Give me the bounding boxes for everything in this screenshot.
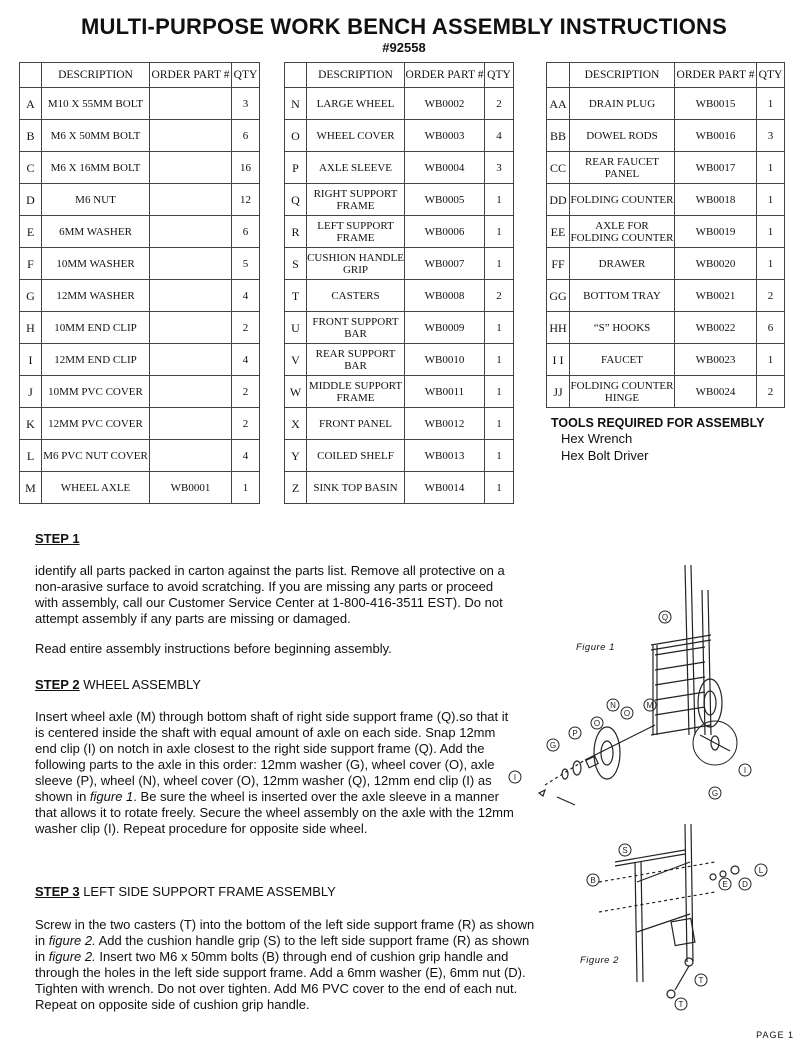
part-letter: FF	[547, 248, 570, 280]
page-number: PAGE 1	[756, 1030, 794, 1040]
part-letter: GG	[547, 280, 570, 312]
part-letter: E	[20, 216, 42, 248]
part-order-number: WB0014	[405, 472, 485, 504]
figure1-label: Figure 1	[576, 642, 615, 653]
callout-l	[755, 864, 767, 876]
col-qty: QTY	[232, 63, 260, 88]
col-description: DESCRIPTION	[42, 63, 150, 88]
table-row	[285, 376, 514, 408]
part-letter: A	[20, 88, 42, 120]
part-letter: J	[20, 376, 42, 408]
figure1-wheel-assembly	[505, 555, 785, 815]
parts-table-right	[546, 62, 785, 408]
callout-p	[569, 727, 581, 739]
callout-d	[739, 878, 751, 890]
part-description: 12MM END CLIP	[42, 344, 150, 376]
part-letter: AA	[547, 88, 570, 120]
step1-paragraph: identify all parts packed in carton against the parts list. Remove all protective on a non-arasive surface to avoid scratching. If you are missing any parts or proceed with assembly, call our Customer Service Center at 1-800-416-3511 EST). Do not attempt assembly if any parts are missing or damaged.	[35, 563, 505, 626]
callout-t	[695, 974, 707, 986]
part-qty: 1	[485, 184, 514, 216]
callout-q	[659, 611, 671, 623]
table-row	[547, 312, 785, 344]
part-description: REAR SUPPORT BAR	[307, 344, 405, 376]
model-number: #92558	[382, 40, 426, 55]
callout-o	[591, 717, 603, 729]
part-qty: 4	[232, 344, 260, 376]
callout-g-text: G	[549, 741, 557, 750]
step3-figref: figure 2.	[48, 949, 96, 964]
part-qty: 16	[232, 152, 260, 184]
part-letter: JJ	[547, 376, 570, 408]
callout-t	[675, 998, 687, 1010]
part-order-number	[150, 152, 232, 184]
part-description: AXLE FOR FOLDING COUNTER	[570, 216, 675, 248]
table-row	[20, 248, 260, 280]
part-qty: 2	[232, 312, 260, 344]
part-letter: HH	[547, 312, 570, 344]
callout-n	[607, 699, 619, 711]
part-order-number: WB0016	[675, 120, 757, 152]
col-qty: QTY	[757, 63, 785, 88]
step2-title	[35, 677, 535, 693]
part-letter: I I	[547, 344, 570, 376]
col-order-part: ORDER PART #	[405, 63, 485, 88]
callout-e	[719, 878, 731, 890]
part-qty: 6	[232, 120, 260, 152]
callout-q-text: Q	[661, 613, 669, 622]
part-qty: 1	[485, 216, 514, 248]
part-order-number: WB0023	[675, 344, 757, 376]
part-order-number: WB0007	[405, 248, 485, 280]
part-letter: K	[20, 408, 42, 440]
table-row	[547, 248, 785, 280]
part-order-number: WB0020	[675, 248, 757, 280]
col-order-part: ORDER PART #	[150, 63, 232, 88]
table-row	[285, 184, 514, 216]
table-row	[285, 408, 514, 440]
part-order-number: WB0001	[150, 472, 232, 504]
page-title: MULTI-PURPOSE WORK BENCH ASSEMBLY INSTRUCTIONS	[80, 14, 727, 39]
callout-s-text: S	[622, 846, 628, 855]
part-order-number: WB0006	[405, 216, 485, 248]
part-letter: F	[20, 248, 42, 280]
callout-o-text: O	[593, 719, 601, 728]
callout-g	[709, 787, 721, 799]
step3-subtitle: LEFT SIDE SUPPORT FRAME ASSEMBLY	[83, 884, 336, 899]
callout-m	[644, 699, 656, 711]
part-qty: 1	[485, 440, 514, 472]
callout-s	[619, 844, 631, 856]
part-qty: 2	[757, 376, 785, 408]
part-letter: P	[285, 152, 307, 184]
part-order-number	[150, 120, 232, 152]
part-letter: BB	[547, 120, 570, 152]
callout-i2-text: I	[743, 766, 747, 775]
part-description: LARGE WHEEL	[307, 88, 405, 120]
callout-b-text: B	[590, 876, 596, 885]
part-qty: 4	[232, 440, 260, 472]
part-description: DRAIN PLUG	[570, 88, 675, 120]
step3-text: Insert two M6 x 50mm bolts (B) through end of cushion grip handle and through the holes in the left side support frame. Add a 6mm washer (E), 6mm nut (D). Tighten with wrench. Do not over tighten. Add M6 PVC cover to the end of each nut. Repeat on opposite side of cushion grip handle.	[35, 949, 526, 1012]
table-row	[20, 344, 260, 376]
part-qty: 1	[485, 312, 514, 344]
part-qty: 12	[232, 184, 260, 216]
col-description: DESCRIPTION	[307, 63, 405, 88]
part-letter: CC	[547, 152, 570, 184]
part-description: WHEEL COVER	[307, 120, 405, 152]
part-description: “S” HOOKS	[570, 312, 675, 344]
part-qty: 4	[232, 280, 260, 312]
callout-g2-text: G	[711, 789, 719, 798]
part-description: SINK TOP BASIN	[307, 472, 405, 504]
part-order-number: WB0005	[405, 184, 485, 216]
part-qty: 1	[757, 184, 785, 216]
part-letter: T	[285, 280, 307, 312]
part-letter: M	[20, 472, 42, 504]
part-description: DOWEL RODS	[570, 120, 675, 152]
step2-text: Insert wheel axle (M) through bottom shaft of right side support frame (Q).so that it is centered inside the shaft with equal amount of axle on each side. Snap 12mm end clip (I) on notch in axle closest to the right side support frame (Q). Add the following parts to the axle in this order: 12mm washer (G), wheel cover (O), axle sleeve (P), wheel (N), wheel cover (O), 12mm washer (Q), 12mm end clip (I) as shown in	[35, 709, 509, 804]
part-qty: 1	[485, 472, 514, 504]
part-description: M6 X 50MM BOLT	[42, 120, 150, 152]
table-row	[285, 344, 514, 376]
part-description: M10 X 55MM BOLT	[42, 88, 150, 120]
part-description: CASTERS	[307, 280, 405, 312]
parts-table-middle	[284, 62, 514, 504]
callout-m-text: M	[646, 701, 654, 710]
part-description: DRAWER	[570, 248, 675, 280]
table-header	[285, 63, 514, 88]
tool-item: Hex Wrench	[561, 431, 633, 446]
part-letter: DD	[547, 184, 570, 216]
part-letter: Q	[285, 184, 307, 216]
part-description: 10MM WASHER	[42, 248, 150, 280]
part-order-number	[150, 88, 232, 120]
table-row	[20, 152, 260, 184]
part-order-number: WB0010	[405, 344, 485, 376]
step2-heading: STEP 2	[35, 677, 80, 692]
part-letter: W	[285, 376, 307, 408]
callout-t2-text: T	[678, 1000, 684, 1009]
part-description: WHEEL AXLE	[42, 472, 150, 504]
table-row	[20, 472, 260, 504]
part-description: FRONT PANEL	[307, 408, 405, 440]
step2-subtitle: WHEEL ASSEMBLY	[83, 677, 201, 692]
table-row	[547, 152, 785, 184]
col-description: DESCRIPTION	[570, 63, 675, 88]
step3-title	[35, 884, 535, 900]
figure2-label: Figure 2	[580, 955, 619, 966]
col-qty: QTY	[485, 63, 514, 88]
step3-text: Screw in the two casters (T) into the bottom of the left side support frame (R) as shown in	[35, 917, 535, 948]
part-order-number: WB0002	[405, 88, 485, 120]
step1-note: Read entire assembly instructions before beginning assembly.	[35, 641, 392, 656]
step3-figref: figure 2.	[48, 933, 96, 948]
part-qty: 1	[485, 408, 514, 440]
callout-i	[739, 764, 751, 776]
part-qty: 1	[757, 88, 785, 120]
part-description: M6 X 16MM BOLT	[42, 152, 150, 184]
part-qty: 2	[485, 280, 514, 312]
part-qty: 4	[485, 120, 514, 152]
table-row	[20, 120, 260, 152]
part-order-number	[150, 344, 232, 376]
callout-l-text: L	[758, 866, 764, 875]
part-order-number: WB0008	[405, 280, 485, 312]
part-qty: 1	[485, 376, 514, 408]
part-description: FOLDING COUNTER HINGE	[570, 376, 675, 408]
table-row	[20, 312, 260, 344]
table-row	[20, 280, 260, 312]
callout-e-text: E	[722, 880, 728, 889]
part-description: 6MM WASHER	[42, 216, 150, 248]
parts-table-left	[19, 62, 260, 504]
part-description: FRONT SUPPORT BAR	[307, 312, 405, 344]
table-row	[20, 184, 260, 216]
part-order-number: WB0013	[405, 440, 485, 472]
step2-paragraph	[35, 709, 515, 837]
table-row	[285, 280, 514, 312]
part-order-number	[150, 216, 232, 248]
callout-n-text: N	[610, 701, 616, 710]
table-row	[20, 216, 260, 248]
callout-g	[547, 739, 559, 751]
figure2-support-frame	[575, 822, 785, 1012]
part-description: MIDDLE SUPPORT FRAME	[307, 376, 405, 408]
step3-paragraph	[35, 917, 540, 1013]
part-letter: Y	[285, 440, 307, 472]
table-row	[285, 88, 514, 120]
part-description: FAUCET	[570, 344, 675, 376]
part-qty: 3	[232, 88, 260, 120]
part-order-number: WB0012	[405, 408, 485, 440]
part-order-number: WB0015	[675, 88, 757, 120]
part-description: CUSHION HANDLE GRIP	[307, 248, 405, 280]
part-qty: 5	[232, 248, 260, 280]
table-row	[285, 248, 514, 280]
part-order-number	[150, 376, 232, 408]
part-description: FOLDING COUNTER	[570, 184, 675, 216]
table-row	[20, 88, 260, 120]
part-description: BOTTOM TRAY	[570, 280, 675, 312]
callout-o2-text: O	[623, 709, 631, 718]
step2-figref: figure 1	[89, 789, 134, 804]
part-order-number	[150, 408, 232, 440]
table-row	[285, 312, 514, 344]
step2-text-end: . Be sure the wheel is inserted over the axle sleeve in a manner that allows it to rotate freely. Secure the wheel assembly on the axle with the 12mm washer clip (I). Repeat procedure for opposite side wheel.	[35, 789, 514, 836]
part-description: M6 PVC NUT COVER	[42, 440, 150, 472]
part-description: LEFT SUPPORT FRAME	[307, 216, 405, 248]
table-row	[547, 184, 785, 216]
part-letter: G	[20, 280, 42, 312]
part-qty: 1	[232, 472, 260, 504]
table-row	[285, 152, 514, 184]
table-row	[547, 344, 785, 376]
part-letter: EE	[547, 216, 570, 248]
part-letter: L	[20, 440, 42, 472]
part-letter: U	[285, 312, 307, 344]
part-order-number: WB0018	[675, 184, 757, 216]
table-row	[547, 216, 785, 248]
tools-required	[551, 416, 764, 464]
part-order-number: WB0022	[675, 312, 757, 344]
part-qty: 3	[757, 120, 785, 152]
part-letter: D	[20, 184, 42, 216]
part-order-number	[150, 280, 232, 312]
callout-o	[621, 707, 633, 719]
part-letter: Z	[285, 472, 307, 504]
part-order-number	[150, 440, 232, 472]
col-order-part: ORDER PART #	[675, 63, 757, 88]
part-order-number: WB0017	[675, 152, 757, 184]
table-row	[547, 120, 785, 152]
part-order-number: WB0009	[405, 312, 485, 344]
part-description: 12MM WASHER	[42, 280, 150, 312]
part-qty: 2	[232, 376, 260, 408]
callout-b	[587, 874, 599, 886]
part-qty: 1	[485, 344, 514, 376]
step1-heading: STEP 1	[35, 531, 80, 546]
step3-heading: STEP 3	[35, 884, 80, 899]
part-description: 10MM PVC COVER	[42, 376, 150, 408]
part-qty: 1	[757, 216, 785, 248]
part-qty: 1	[757, 344, 785, 376]
part-qty: 2	[757, 280, 785, 312]
table-row	[547, 88, 785, 120]
part-letter: O	[285, 120, 307, 152]
table-row	[20, 408, 260, 440]
part-order-number	[150, 248, 232, 280]
part-order-number: WB0011	[405, 376, 485, 408]
part-description: COILED SHELF	[307, 440, 405, 472]
part-qty: 6	[757, 312, 785, 344]
part-description: REAR FAUCET PANEL	[570, 152, 675, 184]
table-row	[547, 280, 785, 312]
part-order-number: WB0003	[405, 120, 485, 152]
part-description: 10MM END CLIP	[42, 312, 150, 344]
part-qty: 1	[757, 248, 785, 280]
tool-item: Hex Bolt Driver	[561, 448, 649, 463]
callout-i	[509, 771, 521, 783]
part-description: 12MM PVC COVER	[42, 408, 150, 440]
part-qty: 6	[232, 216, 260, 248]
part-qty: 2	[485, 88, 514, 120]
callout-i-text: I	[513, 773, 517, 782]
table-row	[285, 216, 514, 248]
step3-text: Add the cushion handle grip (S) to the left side support frame (R) as shown in	[35, 933, 530, 964]
part-letter: H	[20, 312, 42, 344]
table-header	[20, 63, 260, 88]
part-order-number: WB0024	[675, 376, 757, 408]
part-qty: 2	[232, 408, 260, 440]
callout-p-text: P	[572, 729, 578, 738]
part-letter: V	[285, 344, 307, 376]
table-row	[285, 440, 514, 472]
callout-t-text: T	[698, 976, 704, 985]
callout-d-text: D	[742, 880, 748, 889]
table-row	[285, 120, 514, 152]
part-description: RIGHT SUPPORT FRAME	[307, 184, 405, 216]
part-order-number	[150, 184, 232, 216]
part-order-number: WB0004	[405, 152, 485, 184]
table-row	[20, 376, 260, 408]
part-letter: S	[285, 248, 307, 280]
part-letter: R	[285, 216, 307, 248]
part-description: M6 NUT	[42, 184, 150, 216]
part-letter: B	[20, 120, 42, 152]
part-order-number: WB0019	[675, 216, 757, 248]
part-letter: X	[285, 408, 307, 440]
table-row	[547, 376, 785, 408]
part-order-number: WB0021	[675, 280, 757, 312]
part-qty: 1	[757, 152, 785, 184]
part-qty: 1	[485, 248, 514, 280]
table-header	[547, 63, 785, 88]
part-description: AXLE SLEEVE	[307, 152, 405, 184]
tools-heading: TOOLS REQUIRED FOR ASSEMBLY	[551, 416, 765, 430]
part-letter: N	[285, 88, 307, 120]
part-letter: C	[20, 152, 42, 184]
part-letter: I	[20, 344, 42, 376]
part-qty: 3	[485, 152, 514, 184]
table-row	[20, 440, 260, 472]
part-order-number	[150, 312, 232, 344]
step1-title	[35, 531, 535, 547]
table-row	[285, 472, 514, 504]
